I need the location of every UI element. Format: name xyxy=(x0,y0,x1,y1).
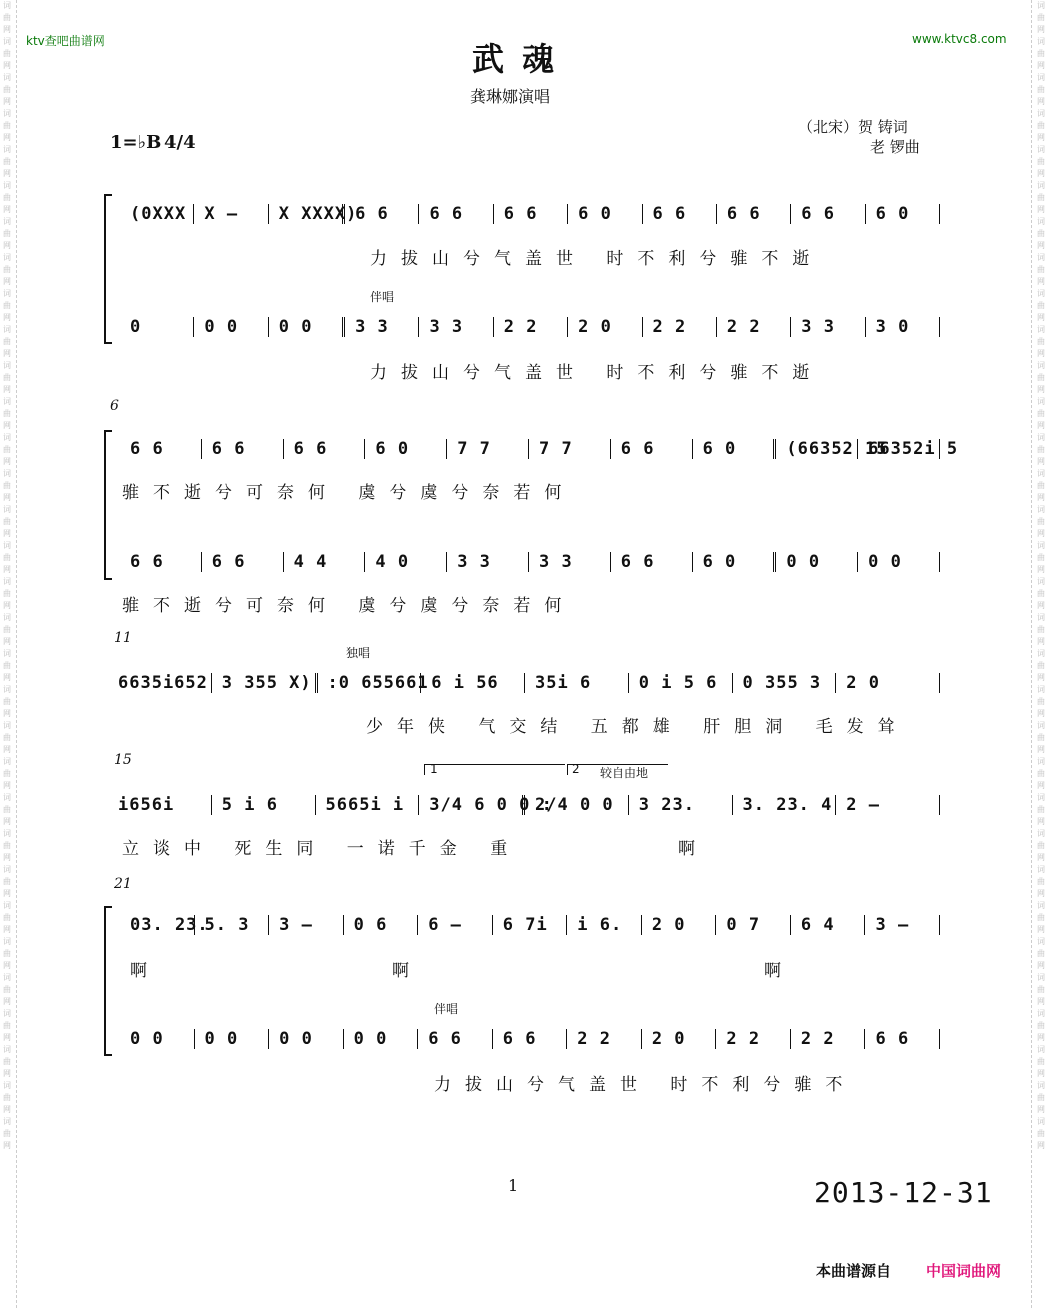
system-brace xyxy=(104,906,112,1056)
measure: X XXXX) xyxy=(269,204,345,224)
composer-credit: 老 锣曲 xyxy=(870,138,920,156)
measure: 6 6 xyxy=(611,439,693,459)
site-left: ktv查吧曲谱网 xyxy=(26,34,105,48)
lyrics-line: 立谈中 死生同 一诺千金 重 xyxy=(122,839,522,859)
right-margin-rule xyxy=(1031,0,1033,1308)
part-label-chorus: 伴唱 xyxy=(434,1002,459,1016)
measure: 2 – xyxy=(836,795,940,815)
measure: 6 7i xyxy=(493,915,568,935)
measure: 2 2 xyxy=(567,1029,642,1049)
volta-2: 2 xyxy=(572,762,580,776)
measure: 5665i i xyxy=(316,795,420,815)
measure: 6 – xyxy=(418,915,493,935)
measure: (66352 15 xyxy=(776,439,858,459)
tempo-marking: 较自由地 xyxy=(600,766,649,780)
site-right: www.ktvc8.com xyxy=(912,32,1007,46)
system1-lower-staff xyxy=(120,315,940,339)
measure: 66352i 5 xyxy=(858,439,940,459)
measure-number: 21 xyxy=(114,876,132,892)
measure: 2 2 xyxy=(716,1029,791,1049)
measure: 6 6 xyxy=(120,552,202,572)
measure: 3 23. xyxy=(629,795,733,815)
measure: 4 0 xyxy=(365,552,447,572)
measure: 0 7 xyxy=(716,915,791,935)
page-number: 1 xyxy=(508,1176,519,1195)
lyrics-line: 力拔山兮气盖世 时不利兮骓不逝 xyxy=(370,363,824,383)
measure: 6635i652 xyxy=(108,673,212,693)
source-label: 本曲谱源自 xyxy=(816,1262,892,1280)
measure-number: 6 xyxy=(110,398,119,414)
measure: 6 6 xyxy=(345,204,419,224)
measure: 7 7 xyxy=(447,439,529,459)
system1-upper-staff xyxy=(120,202,940,226)
system-brace xyxy=(104,430,112,580)
measure: 3/4 6 0 0 : xyxy=(419,795,525,815)
measure: 6 0 xyxy=(693,552,777,572)
measure: 6 6 xyxy=(611,552,693,572)
measure: 3 3 xyxy=(345,317,419,337)
measure: 03. 23. xyxy=(120,915,195,935)
measure: 6 6 xyxy=(419,204,493,224)
measure: i 6. xyxy=(567,915,642,935)
measure: 2 0 xyxy=(568,317,642,337)
lyrics-ah: 啊 xyxy=(392,961,423,981)
lyricist-credit: （北宋）贺 铸词 xyxy=(798,118,908,136)
system5-upper-staff xyxy=(120,913,940,937)
measure: (0XXX xyxy=(120,204,194,224)
measure: 6 6 xyxy=(717,204,791,224)
measure: 0 i 5 6 xyxy=(629,673,733,693)
lyrics-line: 少年侠 气交结 五都雄 肝胆洞 毛发耸 xyxy=(366,717,909,737)
measure: 0 0 xyxy=(194,317,268,337)
measure: 2 2 xyxy=(791,1029,866,1049)
measure: 7 7 xyxy=(529,439,611,459)
measure: 0 6 xyxy=(344,915,419,935)
system2-upper-staff xyxy=(120,437,959,461)
measure: 0 0 xyxy=(269,1029,344,1049)
measure: 6 6 xyxy=(865,1029,940,1049)
measure: 6 0 xyxy=(365,439,447,459)
measure: 0 xyxy=(120,317,194,337)
measure: 2 2 xyxy=(717,317,791,337)
measure: 6 4 xyxy=(791,915,866,935)
measure: 3 3 xyxy=(447,552,529,572)
measure: 6 6 xyxy=(791,204,865,224)
measure: 3 3 xyxy=(419,317,493,337)
lyrics-line: 骓不逝兮可奈何 虞兮虞兮奈若何 xyxy=(122,596,576,616)
measure: 6 i 56 xyxy=(421,673,525,693)
measure: 6 6 xyxy=(493,1029,568,1049)
measure: 3 3 xyxy=(529,552,611,572)
song-title: 武魂 xyxy=(472,40,573,78)
song-subtitle: 龚琳娜演唱 xyxy=(470,87,551,106)
measure: 6 6 xyxy=(418,1029,493,1049)
measure-number: 15 xyxy=(114,752,132,768)
measure: 3 3 xyxy=(791,317,865,337)
measure: 6 0 xyxy=(866,204,940,224)
measure: 0 0 xyxy=(120,1029,195,1049)
measure: 4 4 xyxy=(284,552,366,572)
volta-bracket-1 xyxy=(424,764,565,775)
measure: 5. 3 xyxy=(195,915,270,935)
measure: 6 6 xyxy=(643,204,717,224)
measure: 2 0 xyxy=(642,1029,717,1049)
measure: :0 655661 xyxy=(318,673,422,693)
measure: 2 0 xyxy=(836,673,940,693)
right-watermark: 词曲网词曲网词曲网词曲网词曲网词曲网词曲网词曲网词曲网词曲网词曲网词曲网词曲网词曲网词曲网词曲网词曲网词曲网词曲网词曲网词曲网词曲网词曲网词曲网词曲网词曲网词曲网词曲网词曲网词曲网词曲网词曲网 xyxy=(1037,1,1045,1150)
measure: 3. 23. 4 xyxy=(733,795,837,815)
system2-lower-staff xyxy=(120,550,940,574)
volta-1: 1 xyxy=(430,762,438,776)
measure: 3 0 xyxy=(866,317,940,337)
measure: 0 0 xyxy=(776,552,858,572)
measure: 6 6 xyxy=(494,204,568,224)
measure-number: 11 xyxy=(114,630,132,646)
measure: 2 2 xyxy=(643,317,717,337)
measure: 3 – xyxy=(269,915,344,935)
measure: 5 i 6 xyxy=(212,795,316,815)
measure: 3 355 X) xyxy=(212,673,318,693)
lyrics-line: 力拔山兮气盖世 时不利兮骓不逝 xyxy=(370,249,824,269)
measure: i656i xyxy=(108,795,212,815)
lyrics-ah: 啊 xyxy=(130,961,161,981)
key-signature: 1=♭B xyxy=(110,132,162,153)
system4-staff xyxy=(108,793,940,817)
system3-staff xyxy=(108,671,940,695)
measure: X – xyxy=(194,204,268,224)
measure: 0 0 xyxy=(858,552,940,572)
left-margin-rule xyxy=(16,0,18,1308)
measure: 0 0 xyxy=(269,317,345,337)
measure: 0 355 3 xyxy=(733,673,837,693)
measure: 6 6 xyxy=(120,439,202,459)
measure: 35i 6 xyxy=(525,673,629,693)
system5-lower-staff xyxy=(120,1027,940,1051)
time-signature: 4/4 xyxy=(164,132,196,153)
source-site: 中国词曲网 xyxy=(926,1262,1002,1280)
lyrics-ah: 啊 xyxy=(678,839,709,859)
lyrics-line: 骓不逝兮可奈何 虞兮虞兮奈若何 xyxy=(122,483,576,503)
measure: 2 0 xyxy=(642,915,717,935)
measure: 6 0 xyxy=(693,439,777,459)
measure: 6 0 xyxy=(568,204,642,224)
measure: 6 6 xyxy=(202,552,284,572)
left-watermark: 词曲网词曲网词曲网词曲网词曲网词曲网词曲网词曲网词曲网词曲网词曲网词曲网词曲网词曲网词曲网词曲网词曲网词曲网词曲网词曲网词曲网词曲网词曲网词曲网词曲网词曲网词曲网词曲网词曲网词曲网词曲网词曲网 xyxy=(3,1,11,1150)
measure: 0 0 xyxy=(344,1029,419,1049)
measure: 2/4 0 0 xyxy=(525,795,629,815)
measure: 2 2 xyxy=(494,317,568,337)
measure: 6 6 xyxy=(284,439,366,459)
part-label-chorus: 伴唱 xyxy=(370,290,395,304)
measure: 6 6 xyxy=(202,439,284,459)
lyrics-ah: 啊 xyxy=(764,961,795,981)
print-date: 2013-12-31 xyxy=(814,1176,993,1209)
measure: 0 0 xyxy=(195,1029,270,1049)
measure: 3 – xyxy=(865,915,940,935)
part-label-solo: 独唱 xyxy=(346,646,371,660)
lyrics-line: 力拔山兮气盖世 时不利兮骓不 xyxy=(434,1075,857,1095)
system-brace xyxy=(104,194,112,344)
